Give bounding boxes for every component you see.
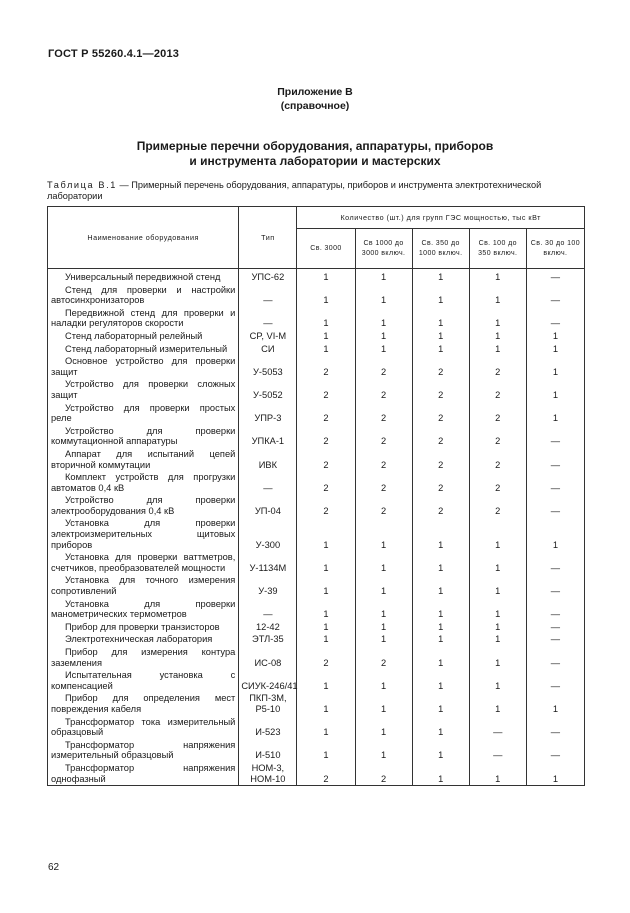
cell-quantity-1: 2: [297, 471, 355, 494]
table-row: [48, 284, 585, 307]
cell-type: У-5053: [239, 355, 297, 378]
cell-quantity-5: 1: [526, 402, 584, 425]
equipment-name-text: Устройство для проверки электрооборудования 0,4 кВ: [51, 495, 236, 516]
cell-quantity-1: 1: [297, 574, 355, 597]
equipment-name-text: Основное устройство для проверки защит: [51, 356, 236, 377]
table-row: [48, 355, 585, 378]
cell-quantity-1: 1: [297, 284, 355, 307]
cell-quantity-4: 2: [469, 355, 526, 378]
cell-type: CP, VI-M: [239, 330, 297, 343]
cell-quantity-4: 1: [469, 284, 526, 307]
cell-quantity-2: 1: [355, 551, 412, 574]
cell-quantity-3: 2: [412, 355, 469, 378]
equipment-name-text: Стенд лабораторный измерительный: [65, 343, 228, 354]
header-column-3: Св. 350 до 1000 включ.: [412, 229, 469, 269]
cell-quantity-3: 2: [412, 402, 469, 425]
cell-type: УПКА-1: [239, 425, 297, 448]
cell-type: У-5052: [239, 378, 297, 401]
cell-quantity-1: 1: [297, 633, 355, 646]
cell-quantity-5: —: [526, 598, 584, 621]
cell-type: И-523: [239, 716, 297, 739]
cell-quantity-4: 1: [469, 646, 526, 669]
table-row: [48, 716, 585, 739]
cell-quantity-2: 1: [355, 739, 412, 762]
cell-quantity-3: 1: [412, 343, 469, 356]
cell-quantity-3: 2: [412, 448, 469, 471]
table-caption-label: Таблица В.1: [47, 180, 117, 190]
cell-quantity-1: 1: [297, 307, 355, 330]
cell-quantity-2: 1: [355, 307, 412, 330]
cell-quantity-1: 1: [297, 621, 355, 634]
cell-quantity-4: 1: [469, 762, 526, 786]
cell-quantity-2: 2: [355, 494, 412, 517]
table-row: [48, 378, 585, 401]
cell-quantity-2: 1: [355, 284, 412, 307]
cell-quantity-2: 2: [355, 355, 412, 378]
header-equipment-name: Наименование оборудования: [48, 207, 239, 269]
cell-quantity-3: 1: [412, 517, 469, 551]
cell-quantity-1: 1: [297, 343, 355, 356]
cell-quantity-5: —: [526, 633, 584, 646]
equipment-name-text: Аппарат для испытаний цепей вторичной коммутации: [51, 448, 236, 470]
cell-quantity-4: 1: [469, 269, 526, 284]
cell-quantity-2: 2: [355, 448, 412, 471]
cell-type: ИС-08: [239, 646, 297, 669]
cell-quantity-2: 1: [355, 669, 412, 692]
cell-quantity-5: —: [526, 621, 584, 634]
cell-type: У-39: [239, 574, 297, 597]
cell-equipment-name: [48, 494, 239, 517]
cell-quantity-3: 1: [412, 330, 469, 343]
cell-quantity-3: 1: [412, 669, 469, 692]
cell-quantity-1: 2: [297, 402, 355, 425]
cell-equipment-name: [48, 378, 239, 401]
cell-quantity-3: 1: [412, 633, 469, 646]
equipment-name-text: Трансформатор напряжения однофазный: [51, 762, 236, 784]
cell-quantity-4: 1: [469, 574, 526, 597]
cell-quantity-5: 1: [526, 330, 584, 343]
table-row: [48, 330, 585, 343]
cell-quantity-3: 1: [412, 621, 469, 634]
cell-type: 12-42: [239, 621, 297, 634]
cell-quantity-2: 2: [355, 471, 412, 494]
table-row: [48, 574, 585, 597]
cell-quantity-1: 2: [297, 378, 355, 401]
cell-quantity-5: —: [526, 307, 584, 330]
cell-quantity-1: 1: [297, 692, 355, 715]
equipment-name-text: Стенд для проверки и настройки автосинхронизаторов: [51, 284, 236, 306]
appendix-subtitle: (справочное): [280, 100, 350, 112]
equipment-name-text: Устройство для проверки коммутационной аппаратуры: [51, 425, 236, 447]
cell-quantity-2: 1: [355, 716, 412, 739]
equipment-name-text: Прибор для измерения контура заземления: [51, 647, 236, 668]
cell-quantity-3: 1: [412, 692, 469, 715]
cell-quantity-3: 1: [412, 574, 469, 597]
cell-quantity-3: 1: [412, 284, 469, 307]
cell-quantity-5: 1: [526, 355, 584, 378]
cell-quantity-2: 2: [355, 378, 412, 401]
equipment-name-text: Универсальный передвижной стенд: [65, 272, 221, 282]
cell-quantity-1: 1: [297, 269, 355, 284]
table-row: [48, 633, 585, 646]
cell-quantity-5: —: [526, 574, 584, 597]
cell-quantity-5: 1: [526, 692, 584, 715]
cell-quantity-1: 2: [297, 494, 355, 517]
cell-quantity-4: 1: [469, 692, 526, 715]
cell-type: ЭТЛ-35: [239, 633, 297, 646]
cell-quantity-5: 1: [526, 517, 584, 551]
cell-equipment-name: [48, 621, 239, 634]
cell-quantity-2: 1: [355, 692, 412, 715]
equipment-name-text: Передвижной стенд для проверки и наладки регуляторов скорости: [51, 307, 236, 329]
table-row: [48, 448, 585, 471]
cell-quantity-5: —: [526, 739, 584, 762]
cell-quantity-2: 1: [355, 574, 412, 597]
cell-quantity-4: 1: [469, 330, 526, 343]
cell-quantity-5: 1: [526, 378, 584, 401]
table-row: [48, 402, 585, 425]
cell-quantity-4: 1: [469, 669, 526, 692]
table-row: [48, 692, 585, 715]
cell-quantity-5: —: [526, 471, 584, 494]
cell-quantity-1: 2: [297, 425, 355, 448]
cell-equipment-name: [48, 517, 239, 551]
cell-quantity-4: 2: [469, 378, 526, 401]
cell-quantity-4: 1: [469, 621, 526, 634]
cell-type: —: [239, 471, 297, 494]
cell-equipment-name: [48, 633, 239, 646]
cell-type: —: [239, 307, 297, 330]
cell-quantity-2: 1: [355, 330, 412, 343]
cell-type: УПР-3: [239, 402, 297, 425]
cell-quantity-3: 2: [412, 425, 469, 448]
table-row: [48, 762, 585, 786]
cell-equipment-name: [48, 716, 239, 739]
cell-equipment-name: [48, 471, 239, 494]
cell-quantity-4: 2: [469, 494, 526, 517]
cell-type: У-1134М: [239, 551, 297, 574]
cell-equipment-name: [48, 598, 239, 621]
cell-type: У-300: [239, 517, 297, 551]
equipment-table: [47, 206, 585, 786]
cell-quantity-1: 1: [297, 598, 355, 621]
header-quantity-group: Количество (шт.) для групп ГЭС мощностью, тыс кВт: [297, 207, 585, 229]
cell-quantity-2: 1: [355, 269, 412, 284]
cell-equipment-name: [48, 448, 239, 471]
header-column-2: Св 1000 до 3000 включ.: [355, 229, 412, 269]
cell-quantity-2: 1: [355, 598, 412, 621]
cell-quantity-3: 2: [412, 378, 469, 401]
cell-type: УПС-62: [239, 269, 297, 284]
cell-quantity-2: 2: [355, 762, 412, 786]
document-header: ГОСТ Р 55260.4.1—2013: [48, 48, 180, 60]
cell-quantity-1: 2: [297, 762, 355, 786]
cell-equipment-name: [48, 574, 239, 597]
cell-equipment-name: [48, 307, 239, 330]
cell-equipment-name: [48, 343, 239, 356]
cell-type: —: [239, 598, 297, 621]
table-row: [48, 739, 585, 762]
cell-quantity-5: —: [526, 551, 584, 574]
cell-equipment-name: [48, 330, 239, 343]
cell-quantity-1: 1: [297, 669, 355, 692]
cell-quantity-2: 2: [355, 425, 412, 448]
cell-quantity-2: 1: [355, 633, 412, 646]
section-title: [0, 139, 630, 169]
cell-type: НОМ-3, НОМ-10: [239, 762, 297, 786]
cell-quantity-5: —: [526, 448, 584, 471]
table-body: [48, 269, 585, 786]
table-row: [48, 517, 585, 551]
equipment-name-text: Установка для проверки электроизмерительных щитовых приборов: [51, 518, 236, 550]
equipment-name-text: Испытательная установка с компенсацией: [51, 670, 236, 691]
page-number: 62: [48, 862, 60, 873]
cell-quantity-1: 2: [297, 355, 355, 378]
cell-quantity-4: 1: [469, 598, 526, 621]
equipment-name-text: Устройство для проверки сложных защит: [51, 379, 236, 400]
table-row: [48, 621, 585, 634]
cell-quantity-2: 2: [355, 402, 412, 425]
table-row: [48, 471, 585, 494]
equipment-name-text: Стенд лабораторный релейный: [65, 330, 203, 341]
equipment-name-text: Установка для точного измерения сопротивлений: [51, 575, 236, 597]
cell-quantity-3: 2: [412, 471, 469, 494]
cell-quantity-3: 1: [412, 739, 469, 762]
cell-quantity-5: —: [526, 669, 584, 692]
cell-quantity-4: 1: [469, 307, 526, 330]
cell-type: И-510: [239, 739, 297, 762]
equipment-table-container: [47, 206, 585, 786]
cell-quantity-5: 1: [526, 343, 584, 356]
cell-equipment-name: [48, 355, 239, 378]
table-caption-text: — Примерный перечень оборудования, аппаратуры, приборов и инструмента электротехнической лаборатории: [47, 180, 542, 201]
equipment-name-text: Прибор для проверки транзисторов: [65, 621, 220, 632]
equipment-name-text: Установка для проверки манометрических термометров: [51, 598, 236, 620]
section-title-line2: и инструмента лаборатории и мастерских: [189, 154, 441, 168]
cell-quantity-1: 1: [297, 716, 355, 739]
header-column-5: Св. 30 до 100 включ.: [526, 229, 584, 269]
cell-quantity-5: —: [526, 646, 584, 669]
cell-equipment-name: [48, 425, 239, 448]
cell-quantity-2: 1: [355, 343, 412, 356]
equipment-name-text: Комплект устройств для прогрузки автоматов 0,4 кВ: [51, 472, 236, 493]
cell-quantity-5: —: [526, 716, 584, 739]
cell-equipment-name: [48, 269, 239, 284]
table-caption: [47, 180, 587, 202]
cell-equipment-name: [48, 669, 239, 692]
cell-quantity-2: 1: [355, 517, 412, 551]
cell-type: ПКП-3М, Р5-10: [239, 692, 297, 715]
appendix-title: Приложение В: [277, 86, 353, 98]
cell-quantity-5: —: [526, 425, 584, 448]
cell-quantity-1: 1: [297, 330, 355, 343]
cell-quantity-3: 1: [412, 551, 469, 574]
cell-type: ИВК: [239, 448, 297, 471]
table-row: [48, 494, 585, 517]
table-row: [48, 551, 585, 574]
cell-quantity-5: —: [526, 284, 584, 307]
cell-equipment-name: [48, 284, 239, 307]
cell-quantity-2: 1: [355, 621, 412, 634]
cell-equipment-name: [48, 762, 239, 786]
cell-quantity-1: 1: [297, 739, 355, 762]
table-row: [48, 343, 585, 356]
cell-quantity-5: 1: [526, 762, 584, 786]
cell-quantity-4: 1: [469, 343, 526, 356]
table-row: [48, 598, 585, 621]
cell-quantity-4: 1: [469, 551, 526, 574]
table-row: [48, 425, 585, 448]
cell-quantity-4: 2: [469, 425, 526, 448]
table-row: [48, 307, 585, 330]
equipment-name-text: Установка для проверки ваттметров, счетчиков, преобразователей мощности: [51, 552, 236, 573]
cell-type: УП-04: [239, 494, 297, 517]
equipment-name-text: Устройство для проверки простых реле: [51, 402, 236, 424]
equipment-name-text: Электротехническая лаборатория: [65, 634, 213, 645]
section-title-line1: Примерные перечни оборудования, аппаратуры, приборов: [136, 139, 494, 153]
cell-equipment-name: [48, 646, 239, 669]
cell-equipment-name: [48, 551, 239, 574]
cell-type: СИ: [239, 343, 297, 356]
cell-quantity-4: 1: [469, 517, 526, 551]
cell-quantity-3: 2: [412, 494, 469, 517]
header-column-1: Св. 3000: [297, 229, 355, 269]
cell-quantity-5: —: [526, 269, 584, 284]
cell-quantity-3: 1: [412, 269, 469, 284]
header-column-4: Св. 100 до 350 включ.: [469, 229, 526, 269]
cell-quantity-4: 2: [469, 448, 526, 471]
cell-equipment-name: [48, 739, 239, 762]
table-row: [48, 669, 585, 692]
cell-equipment-name: [48, 692, 239, 715]
equipment-name-text: Трансформатор тока измерительный образцовый: [51, 716, 236, 738]
cell-type: СИУК-246/41: [239, 669, 297, 692]
equipment-name-text: Трансформатор напряжения измерительный образцовый: [51, 739, 236, 761]
cell-quantity-1: 1: [297, 517, 355, 551]
cell-quantity-3: 1: [412, 716, 469, 739]
cell-quantity-4: —: [469, 739, 526, 762]
cell-quantity-5: —: [526, 494, 584, 517]
cell-quantity-4: 2: [469, 471, 526, 494]
cell-quantity-1: 1: [297, 551, 355, 574]
cell-quantity-1: 2: [297, 646, 355, 669]
cell-quantity-3: 1: [412, 762, 469, 786]
cell-quantity-3: 1: [412, 646, 469, 669]
table-row: [48, 269, 585, 284]
cell-quantity-2: 2: [355, 646, 412, 669]
cell-quantity-4: 2: [469, 402, 526, 425]
cell-quantity-3: 1: [412, 598, 469, 621]
equipment-name-text: Прибор для определения мест повреждения кабеля: [51, 693, 236, 714]
cell-quantity-4: 1: [469, 633, 526, 646]
cell-equipment-name: [48, 402, 239, 425]
cell-quantity-4: —: [469, 716, 526, 739]
header-type: Тип: [239, 207, 297, 269]
table-row: [48, 646, 585, 669]
cell-quantity-1: 2: [297, 448, 355, 471]
cell-type: —: [239, 284, 297, 307]
cell-quantity-3: 1: [412, 307, 469, 330]
